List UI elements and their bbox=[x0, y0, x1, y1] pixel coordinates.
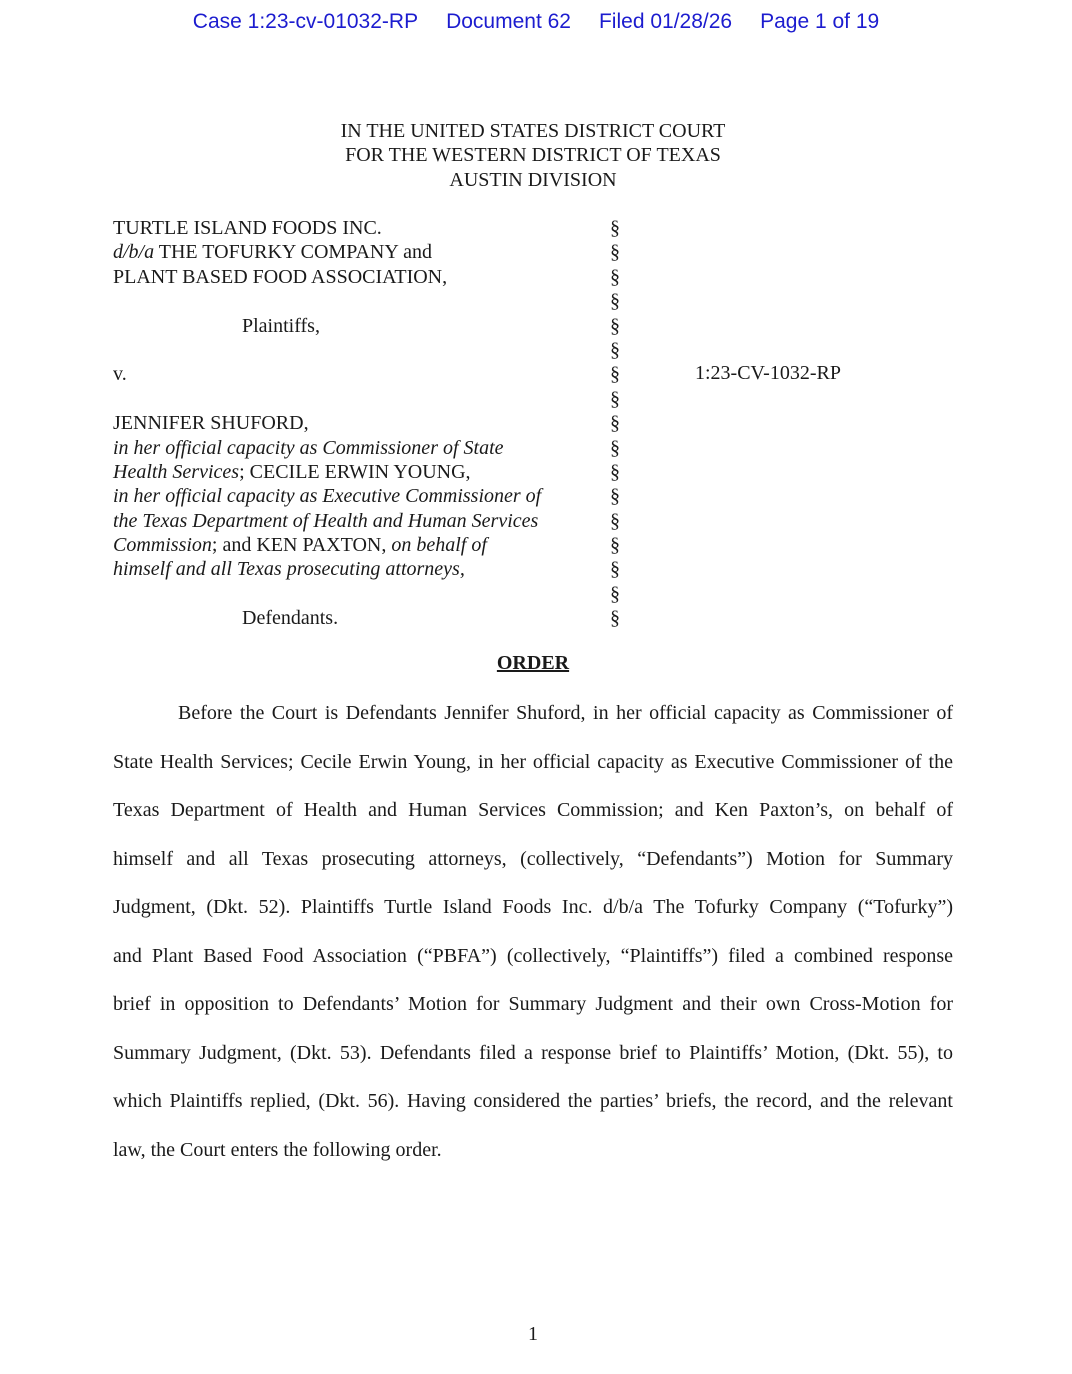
defendant-line: JENNIFER SHUFORD, bbox=[113, 412, 309, 435]
court-line: FOR THE WESTERN DISTRICT OF TEXAS bbox=[345, 144, 721, 167]
body-line: and Plant Based Food Association (“PBFA”) (collectively, “Plaintiffs”) filed a combined response bbox=[113, 944, 953, 967]
section-symbol: § bbox=[610, 314, 620, 337]
page-count-header: Page 1 of 19 bbox=[760, 10, 880, 33]
capacity-text: in her official capacity as Commissioner of State bbox=[113, 436, 504, 459]
body-line: law, the Court enters the following order. bbox=[113, 1138, 442, 1161]
defendant-line bbox=[113, 509, 593, 533]
ecf-header bbox=[0, 10, 1072, 34]
body-line: which Plaintiffs replied, (Dkt. 56). Having considered the parties’ briefs, the record, and the relevant bbox=[113, 1090, 953, 1112]
section-symbol: § bbox=[610, 534, 620, 557]
section-symbol: § bbox=[610, 558, 620, 581]
capacity-text: himself and all Texas prosecuting attorneys, bbox=[113, 558, 465, 581]
capacity-text: the Texas Department of Health and Human Services bbox=[113, 509, 539, 532]
plaintiffs-label: Plaintiffs, bbox=[242, 314, 320, 337]
section-symbol: § bbox=[610, 363, 620, 386]
body-line: Judgment, (Dkt. 52). Plaintiffs Turtle Island Foods Inc. d/b/a The Tofurky Company (“Tofurky”) bbox=[113, 896, 953, 918]
body-line: State Health Services; Cecile Erwin Young, in her official capacity as Executive Commissioner of the bbox=[113, 750, 953, 773]
page-number: 1 bbox=[528, 1323, 538, 1345]
court-heading bbox=[0, 119, 1066, 192]
plaintiff-line: TURTLE ISLAND FOODS INC. bbox=[113, 217, 382, 239]
body-line: Summary Judgment, (Dkt. 53). Defendants filed a response brief to Plaintiffs’ Motion, (Dkt. 55), to bbox=[113, 1041, 953, 1064]
body-line: himself and all Texas prosecuting attorneys, (collectively, “Defendants”) Motion for Summary bbox=[113, 847, 953, 870]
section-symbol: § bbox=[610, 509, 620, 532]
filed-date-header: Filed 01/28/26 bbox=[598, 10, 733, 33]
defendant-line bbox=[113, 533, 593, 557]
plaintiff-line bbox=[113, 240, 593, 264]
section-symbol: § bbox=[610, 436, 620, 459]
document-title: ORDER bbox=[496, 652, 570, 674]
section-symbol: § bbox=[610, 582, 620, 605]
body-line: Texas Department of Health and Human Services Commission; and Ken Paxton’s, on behalf of bbox=[113, 799, 953, 821]
section-symbol: § bbox=[610, 290, 620, 313]
order-body bbox=[113, 700, 953, 1185]
plaintiff-line: PLANT BASED FOOD ASSOCIATION, bbox=[113, 265, 448, 288]
section-symbol: § bbox=[610, 485, 620, 508]
section-symbol: § bbox=[610, 412, 620, 435]
capacity-text: Commission bbox=[113, 534, 212, 557]
case-caption bbox=[113, 216, 593, 631]
defendant-line bbox=[113, 484, 593, 508]
capacity-text: in her official capacity as Executive Commissioner of bbox=[113, 485, 542, 508]
dba-text: d/b/a bbox=[113, 241, 155, 264]
section-symbol: § bbox=[610, 460, 620, 483]
defendants-label: Defendants. bbox=[242, 607, 339, 630]
defendant-text: ; and KEN PAXTON, bbox=[211, 534, 392, 557]
capacity-text: Health Services bbox=[113, 460, 240, 483]
defendant-text: ; CECILE ERWIN YOUNG, bbox=[239, 460, 471, 483]
defendant-line bbox=[113, 460, 593, 484]
defendant-line bbox=[113, 436, 593, 460]
section-symbol-column bbox=[610, 216, 620, 631]
section-symbol: § bbox=[610, 607, 620, 630]
body-line: Before the Court is Defendants Jennifer Shuford, in her official capacity as Commissioner of bbox=[178, 702, 953, 724]
document-number-header: Document 62 bbox=[446, 10, 571, 33]
defendant-line bbox=[113, 557, 593, 581]
court-line: IN THE UNITED STATES DISTRICT COURT bbox=[340, 120, 726, 142]
case-number-header: Case 1:23-cv-01032-RP bbox=[192, 10, 419, 33]
court-line: AUSTIN DIVISION bbox=[449, 168, 617, 191]
section-symbol: § bbox=[610, 217, 620, 239]
section-symbol: § bbox=[610, 241, 620, 264]
section-symbol: § bbox=[610, 338, 620, 361]
section-symbol: § bbox=[610, 265, 620, 288]
body-line: brief in opposition to Defendants’ Motion for Summary Judgment and their own Cross-Motion for bbox=[113, 993, 953, 1015]
section-symbol: § bbox=[610, 387, 620, 410]
plaintiff-text: THE TOFURKY COMPANY and bbox=[154, 241, 432, 264]
case-number: 1:23-CV-1032-RP bbox=[695, 362, 841, 384]
versus: v. bbox=[113, 363, 127, 386]
capacity-text: on behalf of bbox=[391, 534, 487, 557]
